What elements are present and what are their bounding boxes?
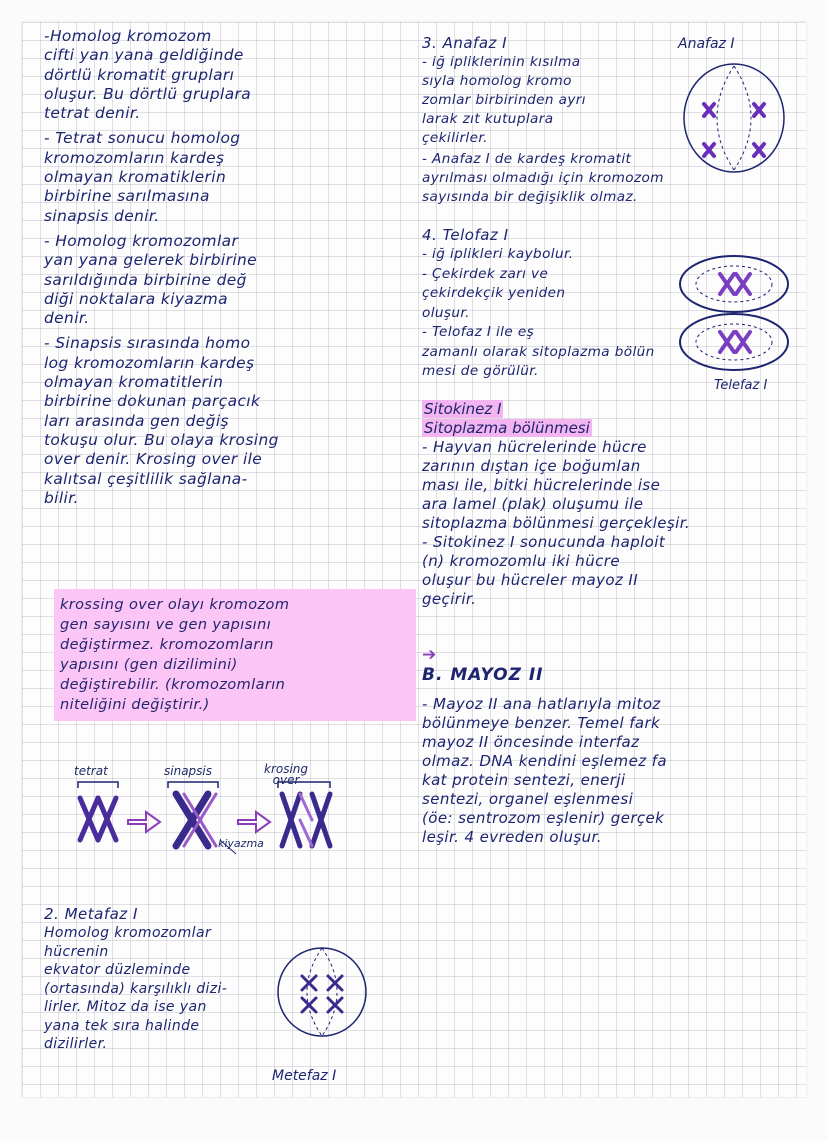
diagram-label-crossing-over: krosing over (264, 762, 309, 787)
metafaz-caption: Metefaz I (272, 1068, 337, 1084)
anafaz-caption: Anafaz I (678, 36, 735, 52)
mayoz2-heading (422, 625, 806, 685)
metafaz-section (44, 904, 264, 1054)
paragraph-kiyazma: - Homolog kromozomlar yan yana gelerek birbirine sarıldığında birbirine değ diği noktalara kiyazma denir. (44, 231, 258, 328)
telofaz-caption: Telefaz I (714, 378, 768, 393)
anafaz-text-2: - Anafaz I de kardeş kromatit ayrılması olmadığı için kromozom sayısında bir değişiklik olmaz. (422, 151, 664, 205)
mayoz2-text: - Mayoz II ana hatlarıyla mitoz bölünmeye benzer. Temel fark mayoz II öncesinde interfaz olmaz. DNA kendini eşlemez fa kat protein sentezi, enerji sentezi, organel eşlenmesi (öe: sentrozom eşlenir) gerçek leşir. 4 evreden oluşur. (422, 694, 667, 846)
anafaz-text-1: - iğ ipliklerinin kısılma sıyla homolog kromo zomlar birbirinden ayrı larak zıt kutuplara çekilirler. (422, 54, 586, 146)
paragraph-sinapsis: - Tetrat sonucu homolog kromozomların kardeş olmayan kromatiklerin birbirine sarılmasına sinapsis denir. (44, 129, 241, 225)
metafaz-text: Homolog kromozomlar hücrenin ekvator düzleminde (ortasında) karşılıklı dizi- lirler. Mitoz da ise yan yana tek sıra halinde dizilirler. (44, 925, 228, 1052)
sitokinez-title: Sitokinez I (424, 399, 502, 418)
telofaz-cell-drawing (674, 252, 794, 376)
sitokinez-heading (422, 400, 806, 438)
left-column (44, 27, 434, 514)
metafaz-cell-drawing (272, 942, 372, 1042)
sitoplazma-title: Sitoplazma bölünmesi (424, 418, 590, 437)
telofaz-text: - iğ iplikleri kaybolur. - Çekirdek zarı ve çekirdekçik yeniden oluşur. - Telofaz I ile eş zamanlı olarak sitoplazma bölün mesi de görülür. (422, 246, 655, 379)
paragraph-crossing-over: - Sinapsis sırasında homo log kromozomların kardeş olmayan kromatitlerin birbirine dokunan parçacık ları arasında gen değiş tokuşu olur. Bu olaya krosing over denir. Krosing over ile kalıtsal çeşitlilik sağlana- bilir. (44, 334, 279, 507)
crossing-over-diagram-drawing (68, 780, 348, 860)
metafaz-title: 2. Metafaz I (44, 905, 138, 923)
paragraph-tetrat: -Homolog kromozom cifti yan yana geldiğinde dörtlü kromatit grupları oluşur. Bu dörtlü gruplara tetrat denir. (44, 27, 252, 123)
notebook-page (22, 22, 806, 1097)
mayoz2-title: B. MAYOZ II (422, 664, 544, 685)
highlight-note-crossing-over: krossing over olayı kromozom gen sayısını ve gen yapısını değiştirmez. kromozomların yapısını (gen dizilimini) değiştirebilir. (kromozomların niteliğini değiştirir.) (54, 589, 416, 721)
anafaz-cell-drawing (678, 58, 790, 176)
diagram-label-tetrat: tetrat (74, 764, 108, 778)
diagram-label-sinapsis: sinapsis (164, 764, 212, 778)
telofaz-title: 4. Telofaz I (422, 226, 509, 244)
arrow-right-icon: ➔ (422, 644, 438, 665)
anafaz-title: 3. Anafaz I (422, 34, 508, 52)
sitokinez-text: - Hayvan hücrelerinde hücre zarının dıştan içe boğumlan ması ile, bitki hücrelerinde ise ara lamel (plak) oluşumu ile sitoplazma bölünmesi gerçekleşir. - Sitokinez I sonucunda haploit (n) kromozomlu iki hücre oluşur bu hücreler mayoz II geçirir. (422, 437, 691, 608)
diagram-label-kiyazma: kiyazma (218, 837, 264, 850)
